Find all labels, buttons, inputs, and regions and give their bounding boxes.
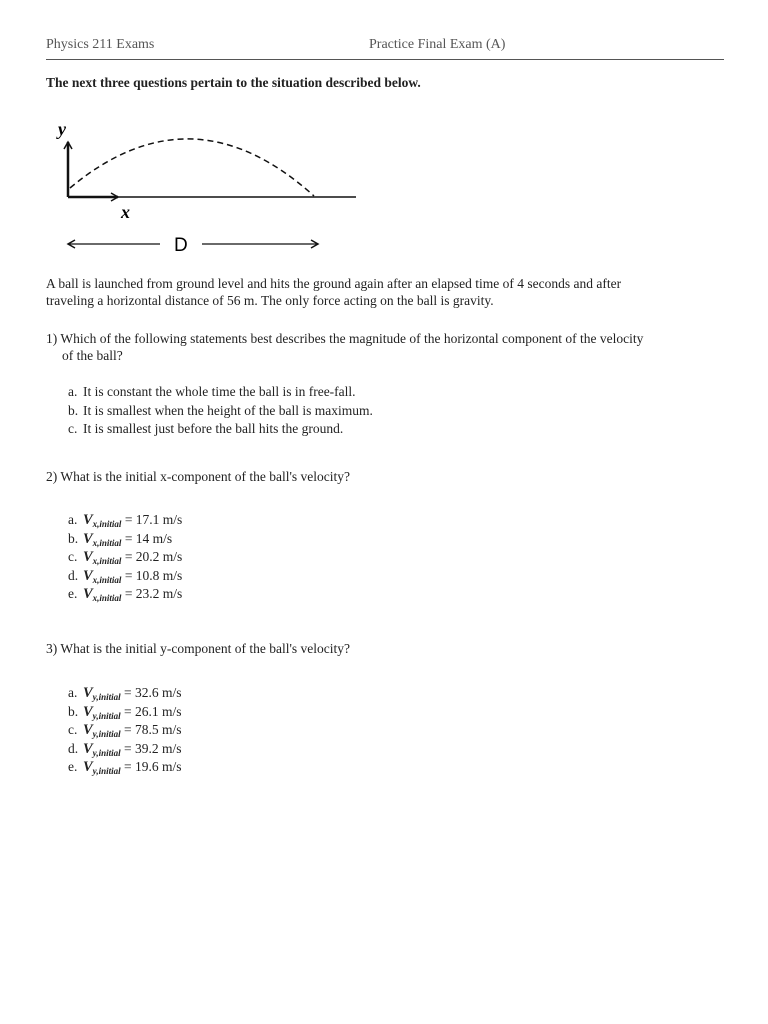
question-2-options (68, 511, 182, 604)
vy-initial-symbol: $V_{y,initial}$ (83, 722, 121, 739)
question-2-option-b[interactable]: b. $V_{x,initial} = 14$ m/s (68, 530, 173, 548)
question-3-option-c[interactable]: c. $V_{y,initial} = 78.5$ m/s (68, 722, 182, 739)
course-title: Physics 211 Exams (46, 37, 155, 52)
intro-text: The next three questions pertain to the situation described below. (46, 75, 421, 90)
page-header (46, 37, 724, 60)
question-1-option-c[interactable]: c. It is smallest just before the ball hits the ground. (68, 421, 344, 436)
vy-initial-symbol: $V_{y,initial}$ (83, 703, 121, 721)
question-3 (46, 640, 736, 657)
exam-title: Practice Final Exam (A) (369, 37, 506, 52)
projectile-diagram (46, 116, 366, 261)
question-2-option-d[interactable]: d. $V_{x,initial} = 10.8$ m/s (68, 567, 183, 585)
vx-initial-symbol: $V_{x,initial}$ (83, 567, 122, 585)
vx-initial-symbol: $V_{x,initial}$ (83, 530, 122, 548)
question-1-option-b[interactable]: b. It is smallest when the height of the ball is maximum. (68, 402, 373, 418)
question-3-option-a[interactable]: a. $V_{y,initial} = 32.6$ m/s (68, 685, 182, 702)
question-3-option-e[interactable]: e. $V_{y,initial} = 19.6$ m/s (68, 759, 182, 776)
question-1-option-a[interactable]: a. It is constant the whole time the ball is in free-fall. (68, 384, 356, 399)
question-3-options (68, 684, 181, 777)
vx-initial-symbol: $V_{x,initial}$ (83, 512, 122, 529)
question-1-options (68, 383, 373, 439)
y-axis-label: y (58, 119, 66, 139)
question-2 (46, 468, 736, 485)
vx-initial-symbol: $V_{x,initial}$ (83, 549, 122, 566)
x-axis-label: x (121, 202, 130, 222)
vx-initial-symbol: $V_{x,initial}$ (83, 586, 122, 603)
question-2-option-a[interactable]: a. $V_{x,initial} = 17.1$ m/s (68, 512, 183, 529)
scenario-text (46, 275, 736, 309)
question-3-option-d[interactable]: d. $V_{y,initial} = 39.2$ m/s (68, 740, 182, 758)
question-3-text: 3) What is the initial y-component of the ball's velocity? (46, 641, 350, 656)
vy-initial-symbol: $V_{y,initial}$ (83, 759, 121, 776)
question-2-text: 2) What is the initial x-component of the ball's velocity? (46, 469, 350, 484)
question-2-option-e[interactable]: e. $V_{x,initial} = 23.2$ m/s (68, 586, 183, 603)
question-3-option-b[interactable]: b. $V_{y,initial} = 26.1$ m/s (68, 703, 182, 721)
distance-label: D (174, 235, 188, 256)
question-1 (46, 330, 736, 364)
question-1-line-1: 1) Which of the following statements best describes the magnitude of the horizontal component of the velocity (46, 331, 644, 346)
question-2-option-c[interactable]: c. $V_{x,initial} = 20.2$ m/s (68, 549, 183, 566)
question-1-line-2: of the ball? (62, 348, 123, 363)
vy-initial-symbol: $V_{y,initial}$ (83, 685, 121, 702)
vy-initial-symbol: $V_{y,initial}$ (83, 740, 121, 758)
scenario-line-2: traveling a horizontal distance of 56 m. The only force acting on the ball is gravity. (46, 293, 494, 308)
trajectory-path (70, 139, 314, 196)
scenario-line-1: A ball is launched from ground level and hits the ground again after an elapsed time of 4 seconds and after (46, 276, 622, 291)
